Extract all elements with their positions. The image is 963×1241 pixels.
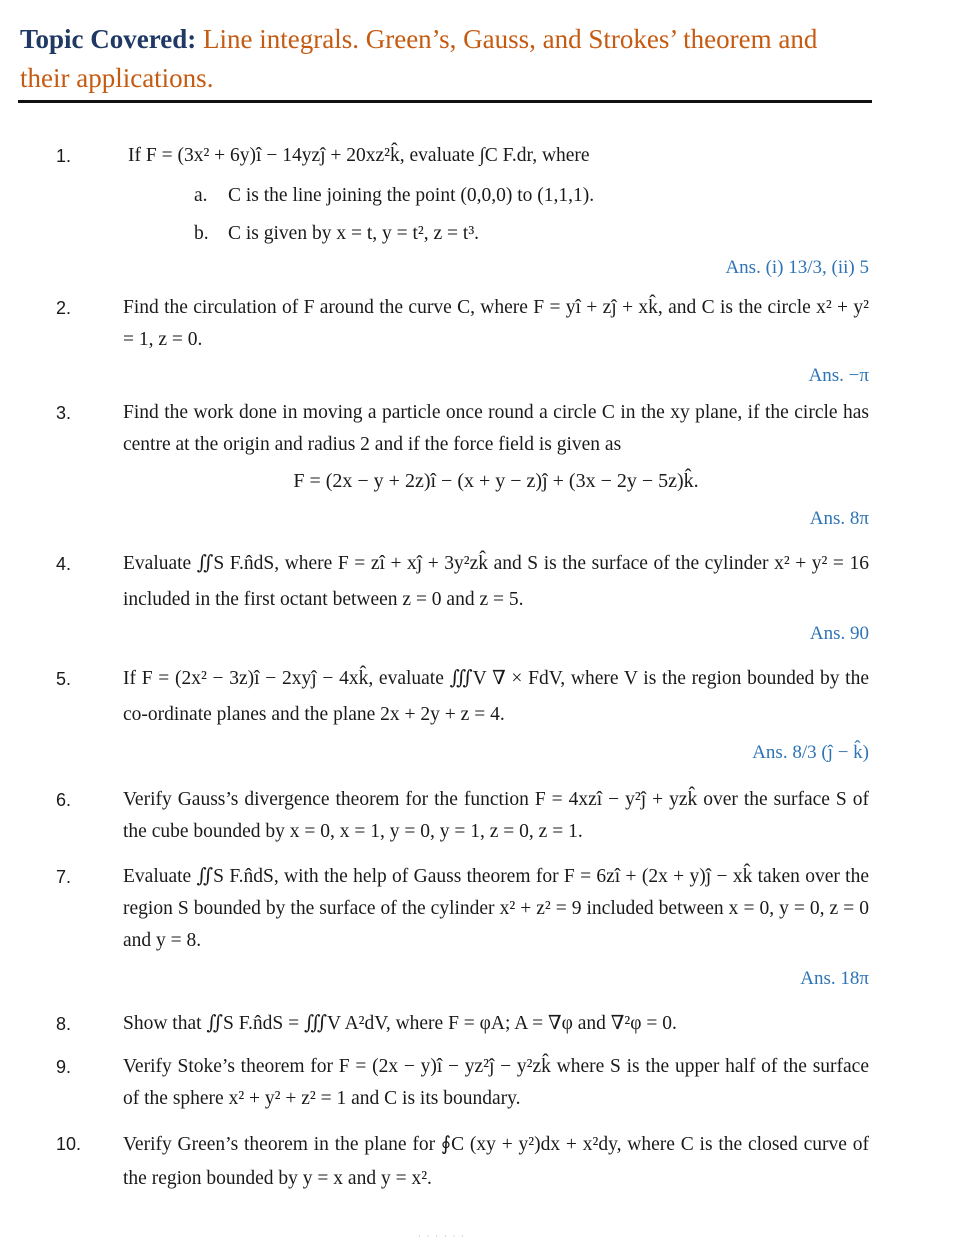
question-text: If F = (3x² + 6y)î − 14yzĵ + 20xz²k̂, evaluate ∫C F.dr, where [128,145,590,166]
question-number: 9. [56,1057,72,1077]
question-number: 8. [56,1014,72,1034]
question-number: 2. [56,298,72,318]
question-number: 3. [56,403,72,423]
question-text: Evaluate ∬S F.n̂dS, where F = zî + xĵ + 3y²zk̂ and S is the surface of the cylinder x² + y² = 16 included in the first octant between z = 0 and z = 5. [123,553,869,610]
topic-label: Topic Covered: [20,24,197,54]
question-text: Verify Green’s theorem in the plane for ∮C (xy + y²)dx + x²dy, where C is the closed curve of the region bounded by y = x and y = x². [123,1134,869,1189]
question-number: 10. [56,1134,82,1154]
question-text: If F = (2x² − 3z)î − 2xyĵ − 4xk̂, evaluate ∭V ∇ × FdV, where V is the region bounded by the co-ordinate planes and the plane 2x + 2y + z = 4. [123,668,869,725]
question-part-b [194,218,479,250]
question-number: 7. [56,867,72,887]
part-label: b. [194,223,209,244]
equation: F = (2x − y + 2z)î − (x + y − z)ĵ + (3x − 2y − 5z)k̂. [293,470,699,492]
topic-heading [20,20,872,98]
answer: Ans. (i) 13/3, (ii) 5 [725,257,869,278]
part-text: C is given by x = t, y = t², z = t³. [228,223,480,244]
question-text: Find the work done in moving a particle once round a circle C in the xy plane, if the circle has centre at the origin and radius 2 and if the force field is given as [123,402,869,455]
answer: Ans. 8/3 (ĵ − k̂) [752,742,869,763]
question-number: 6. [56,790,72,810]
question-text: Verify Stoke’s theorem for F = (2x − y)î − yz²ĵ − y²zk̂ where S is the upper half of the surface of the sphere x² + y² + z² = 1 and C is its boundary. [123,1056,869,1109]
question-number: 5. [56,669,72,689]
question-number: 1. [56,146,72,166]
part-text: C is the line joining the point (0,0,0) to (1,1,1). [228,185,595,206]
answer: Ans. 18π [800,968,869,989]
question-text: Verify Gauss’s divergence theorem for the function F = 4xzî − y²ĵ + yzk̂ over the surface S of the cube bounded by x = 0, x = 1, y = 0, y = 1, z = 0, z = 1. [123,789,869,842]
page-footer-dots: · · · · · · [418,1232,466,1241]
question-part-a [194,180,594,212]
question-text: Show that ∬S F.n̂dS = ∭V A²dV, where F = φA; A = ∇φ and ∇²φ = 0. [123,1013,677,1034]
topic-text: Line integrals. Green’s, Gauss, and Strokes’ theorem and their applications. [20,24,818,93]
question-text: Find the circulation of F around the curve C, where F = yî + zĵ + xk̂, and C is the circle x² + y² = 1, z = 0. [123,297,869,350]
answer: Ans. −π [808,365,869,386]
question-text: Evaluate ∬S F.n̂dS, with the help of Gauss theorem for F = 6zî + (2x + y)ĵ − xk̂ taken over the region S bounded by the surface of the cylinder x² + z² = 9 included between x = 0, y = 0, z = 0 and y = 8. [123,866,869,951]
part-label: a. [194,185,208,206]
question-number: 4. [56,554,72,574]
answer: Ans. 90 [809,623,869,644]
header-rule [18,100,872,103]
answer: Ans. 8π [809,508,869,529]
